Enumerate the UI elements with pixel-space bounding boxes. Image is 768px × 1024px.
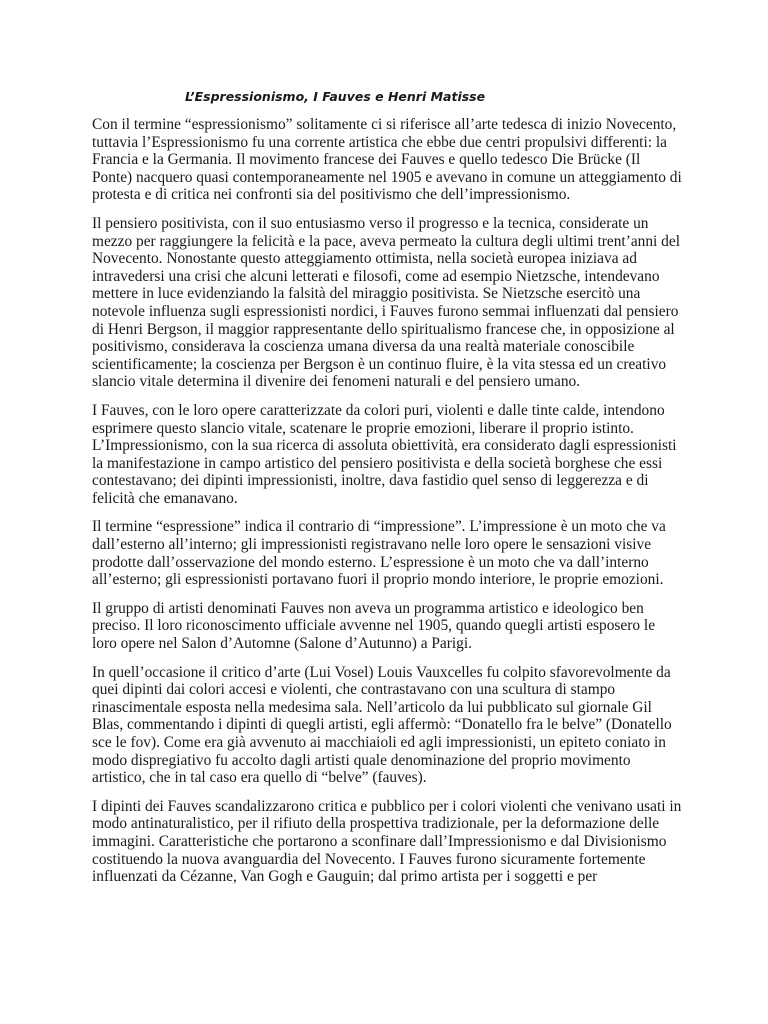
paragraph-1: Con il termine “espressionismo” solitamente ci si riferisce all’arte tedesca di inizio Novecento, tuttavia l’Espressionismo fu una corrente artistica che ebbe due centri propulsivi differenti: la Francia e la Germania. Il movimento francese dei Fauves e quello tedesco Die Brücke (Il Ponte) nacquero quasi contemporaneamente nel 1905 e avevano in comune un atteggiamento di protesta e di critica nei confronti sia del positivismo che dell’impressionismo. — [92, 116, 682, 204]
paragraph-5: Il gruppo di artisti denominati Fauves non aveva un programma artistico e ideologico ben preciso. Il loro riconoscimento ufficiale avvenne nel 1905, quando quegli artisti esposero le loro opere nel Salon d’Automne (Salone d’Autunno) a Parigi. — [92, 599, 656, 653]
paragraph-4: Il termine “espressione” indica il contrario di “impressione”. L’impressione è un moto che va dall’esterno all’interno; gli impressionisti registravano nelle loro opere le sensazioni visive prodotte dall’osservazione del mondo esterno. L’espressione è un moto che va dall’interno all’esterno; gli espressionisti portavano fuori il proprio mondo interiore, le proprie emozioni. — [92, 518, 666, 589]
paragraph-6: In quell’occasione il critico d’arte (Lui Vosel) Louis Vauxcelles fu colpito sfavorevolmente da quei dipinti dai colori accesi e violenti, che contrastavano con una scultura di stampo rinascimentale esposta nella medesima sala. Nell’articolo da lui pubblicato sul giornale Gil Blas, commentando i dipinti di quegli artisti, egli affermò: “Donatello fra le belve” (Donatello sce le fov). Come era già avvenuto ai macchiaioli ed agli impressionisti, un epiteto coniato in modo dispregiativo fu accolto dagli artisti quale denominazione del proprio movimento artistico, che in tal caso era quello di “belve” (fauves). — [92, 663, 672, 787]
paragraph-2: Il pensiero positivista, con il suo entusiasmo verso il progresso e la tecnica, considerate un mezzo per raggiungere la felicità e la pace, aveva permeato la cultura degli ultimi trent’anni del Novecento. Nonostante questo atteggiamento ottimista, nella società europea iniziava ad intravedersi una crisi che alcuni letterati e filosofi, come ad esempio Nietzsche, intendevano mettere in luce evidenziando la falsità del miraggio positivista. Se Nietzsche esercitò una notevole influenza sugli espressionisti nordici, i Fauves furono semmai influenzati dal pensiero di Henri Bergson, il maggior rappresentante dello spiritualismo francese che, in opposizione al positivismo, considerava la coscienza umana diversa da una realtà materiale conoscibile scientificamente; la coscienza per Bergson è un continuo fluire, è la vita stessa ed un creativo slancio vitale determina il divenire dei fenomeni naturali e del pensiero umano. — [92, 214, 680, 391]
document-body — [92, 116, 682, 886]
paragraph-7: I dipinti dei Fauves scandalizzarono critica e pubblico per i colori violenti che venivano usati in modo antinaturalistico, per il rifiuto della prospettiva tradizionale, per la deformazione delle immagini. Caratteristiche che portarono a sconfinare dall’Impressionismo e dal Divisionismo costituendo la nuova avanguardia del Novecento. I Fauves furono sicuramente fortemente influenzati da Cézanne, Van Gogh e Gauguin; dal primo artista per i soggetti e per — [92, 797, 682, 886]
paragraph-3: I Fauves, con le loro opere caratterizzate da colori puri, violenti e dalle tinte calde, intendono esprimere questo slancio vitale, scatenare le proprie emozioni, liberare il proprio istinto. L’Impressionismo, con la sua ricerca di assoluta obiettività, era considerato dagli espressionisti la manifestazione in campo artistico del pensiero positivista e della società borghese che essi contestavano; dei dipinti impressionisti, inoltre, dava fastidio quel senso di leggerezza e di felicità che emanavano. — [92, 401, 677, 507]
document-title: L’Espressionismo, I Fauves e Henri Matisse — [185, 89, 486, 104]
